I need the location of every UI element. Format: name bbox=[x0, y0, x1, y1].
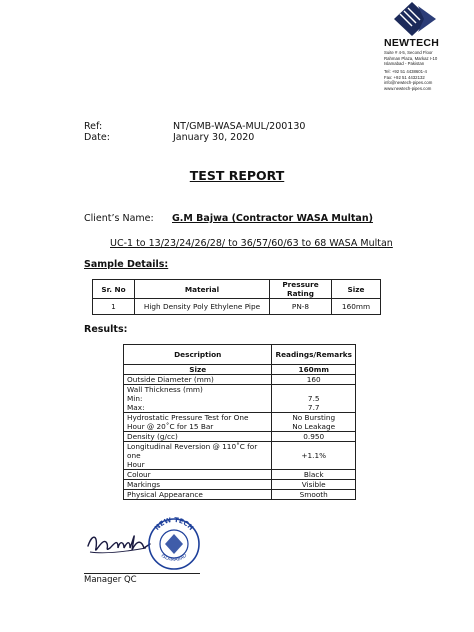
newtech-logo bbox=[386, 2, 438, 36]
hydro-label: Hydrostatic Pressure Test for One bbox=[127, 413, 249, 422]
wall-max-value: 7.7 bbox=[307, 403, 320, 412]
long-reversion-label: Hour bbox=[127, 460, 145, 469]
stamp-bottom-text: ISLAMABAD bbox=[159, 553, 189, 564]
table-cell: Outside Diameter (mm) bbox=[124, 375, 272, 385]
hydro-value: No Leakage bbox=[292, 422, 336, 431]
project-line: UC-1 to 13/23/24/26/28/ to 36/57/60/63 to 68 WASA Multan bbox=[110, 238, 393, 249]
table-cell bbox=[272, 385, 356, 413]
table-cell bbox=[124, 413, 272, 432]
date-value: January 30, 2020 bbox=[173, 132, 255, 143]
address-line: Rahman Plaza, Markaz I-10 bbox=[384, 55, 438, 61]
ref-value: NT/GMB-WASA-MUL/200130 bbox=[173, 121, 306, 132]
table-cell: Size bbox=[124, 365, 272, 375]
wall-min-value: 7.5 bbox=[307, 394, 320, 403]
table-cell: 0.950 bbox=[272, 432, 356, 442]
table-cell: +1.1% bbox=[272, 442, 356, 470]
column-header: Material bbox=[135, 280, 270, 299]
column-header: Size bbox=[332, 280, 381, 299]
column-header: Sr. No bbox=[93, 280, 135, 299]
table-row bbox=[124, 385, 356, 413]
column-header: Readings/Remarks bbox=[272, 345, 356, 365]
sample-heading: Sample Details: bbox=[84, 259, 169, 270]
table-cell: Physical Appearance bbox=[124, 490, 272, 500]
signature-and-stamp bbox=[84, 508, 204, 572]
address-line: www.newtech-pipes.com bbox=[384, 85, 432, 91]
table-row bbox=[124, 413, 356, 432]
results-heading: Results: bbox=[84, 324, 128, 335]
results-table bbox=[123, 344, 356, 500]
table-row bbox=[124, 442, 356, 470]
table-cell: Smooth bbox=[272, 490, 356, 500]
table-header-row bbox=[124, 345, 356, 365]
date-label: Date: bbox=[84, 132, 110, 143]
table-cell: Visible bbox=[272, 480, 356, 490]
company-name: NEWTECH bbox=[384, 37, 440, 49]
wall-min-label: Min: bbox=[127, 394, 143, 403]
table-cell: Black bbox=[272, 470, 356, 480]
wall-max-label: Max: bbox=[127, 403, 145, 412]
report-title: TEST REPORT bbox=[189, 168, 285, 183]
table-cell: High Density Poly Ethylene Pipe bbox=[135, 299, 270, 315]
address-line: info@newtech-pipes.com bbox=[384, 80, 433, 85]
table-row bbox=[124, 470, 356, 480]
table-cell bbox=[272, 413, 356, 432]
handwritten-signature bbox=[88, 536, 150, 550]
table-cell: PN-8 bbox=[270, 299, 332, 315]
column-header: Pressure Rating bbox=[270, 280, 332, 299]
table-row bbox=[124, 490, 356, 500]
table-row bbox=[124, 365, 356, 375]
table-header-row bbox=[93, 280, 381, 299]
hydro-label: Hour @ 20˚C for 15 Bar bbox=[127, 422, 214, 431]
column-header: Description bbox=[124, 345, 272, 365]
client-label: Client’s Name: bbox=[84, 213, 154, 224]
table-cell: Markings bbox=[124, 480, 272, 490]
address-line: Islamabad - Pakistan bbox=[384, 61, 425, 66]
table-cell bbox=[124, 442, 272, 470]
table-cell: 160mm bbox=[272, 365, 356, 375]
hydro-value: No Bursting bbox=[292, 413, 336, 422]
manager-title: Manager QC bbox=[84, 575, 137, 585]
table-cell: 1 bbox=[93, 299, 135, 315]
sample-table bbox=[92, 279, 381, 315]
table-cell: Colour bbox=[124, 470, 272, 480]
address-line: Tel: +92 51 4438601-4 bbox=[384, 69, 427, 74]
stamp-top-text: NEW TECH bbox=[152, 515, 196, 532]
signature-line bbox=[84, 573, 200, 574]
wall-thickness-label: Wall Thickness (mm) bbox=[127, 385, 203, 394]
table-row bbox=[93, 299, 381, 315]
table-row bbox=[124, 375, 356, 385]
table-cell: Density (g/cc) bbox=[124, 432, 272, 442]
address-line: Fax: +92 51 4432132 bbox=[384, 74, 425, 80]
client-name: G.M Bajwa (Contractor WASA Multan) bbox=[172, 213, 373, 224]
table-cell bbox=[124, 385, 272, 413]
address-line: Suite # 4-5, Second Floor bbox=[384, 50, 433, 55]
long-reversion-label: Longitudinal Reversion @ 110˚C for one bbox=[127, 442, 258, 460]
table-cell: 160mm bbox=[332, 299, 381, 315]
table-cell: 160 bbox=[272, 375, 356, 385]
table-row bbox=[124, 432, 356, 442]
table-row bbox=[124, 480, 356, 490]
ref-label: Ref: bbox=[84, 121, 103, 132]
